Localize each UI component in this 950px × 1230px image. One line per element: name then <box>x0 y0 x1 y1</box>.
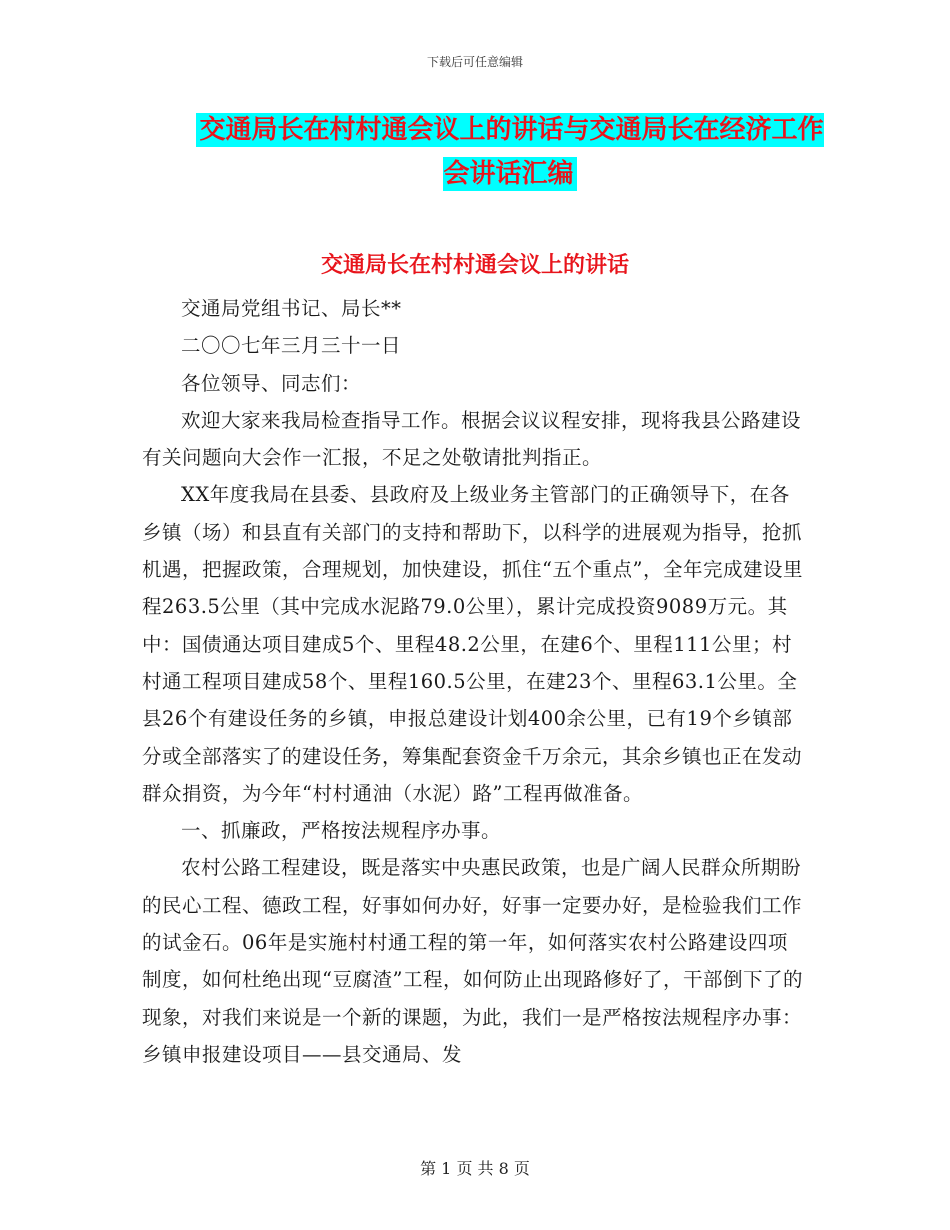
document-title <box>190 108 830 196</box>
section-heading: 一、抓廉政，严格按法规程序办事。 <box>181 819 502 843</box>
page-header-note: 下载后可任意编辑 <box>426 55 523 69</box>
document-body <box>142 290 807 1073</box>
author-line: 交通局党组书记、局长** <box>181 297 402 320</box>
page-number: 第 1 页 共 8 页 <box>420 1159 530 1178</box>
section-title: 交通局长在村村通会议上的讲话 <box>320 253 629 278</box>
body-paragraph: XX年度我局在县委、县政府及上级业务主管部门的正确领导下，在各乡镇（场）和县直有关部门的支持和帮助下，以科学的进展观为指导，抢抓机遇，把握政策，合理规划，加快建设，抓住“五个重点”，全年完成建设里程263.5公里（其中完成水泥路79.0公里），累计完成投资9089万元。其中：国债通达项目建成5个、里程48.2公里，在建6个、里程111公里；村村通工程项目建成58个、里程160.5公里，在建23个、里程63.1公里。全县26个有建设任务的乡镇，申报总建设计划400余公里，已有19个乡镇部分或全部落实了的建设任务，筹集配套资金千万余元，其余乡镇也正在发动群众捐资，为今年“村村通油（水泥）路”工程再做准备。 <box>142 483 803 805</box>
document-title-text: 交通局长在村村通会议上的讲话与交通局长在经济工作会讲话汇编 <box>196 113 823 191</box>
date-line: 二〇〇七年三月三十一日 <box>181 334 402 358</box>
salutation: 各位领导、同志们： <box>181 371 362 395</box>
body-paragraph: 农村公路工程建设，既是落实中央惠民政策，也是广阔人民群众所期盼的民心工程、德政工程，好事如何办好，好事一定要办好，是检验我们工作的试金石。06年是实施村村通工程的第一年，如何落实农村公路建设四项制度，如何杜绝出现“豆腐渣”工程，如何防止出现路修好了，干部倒下了的现象，对我们来说是一个新的课题，为此，我们一是严格按法规程序办事：乡镇申报建设项目——县交通局、发 <box>142 856 803 1066</box>
body-paragraph: 欢迎大家来我局检查指导工作。根据会议议程安排，现将我县公路建设有关问题向大会作一汇报，不足之处敬请批判指正。 <box>142 408 802 470</box>
